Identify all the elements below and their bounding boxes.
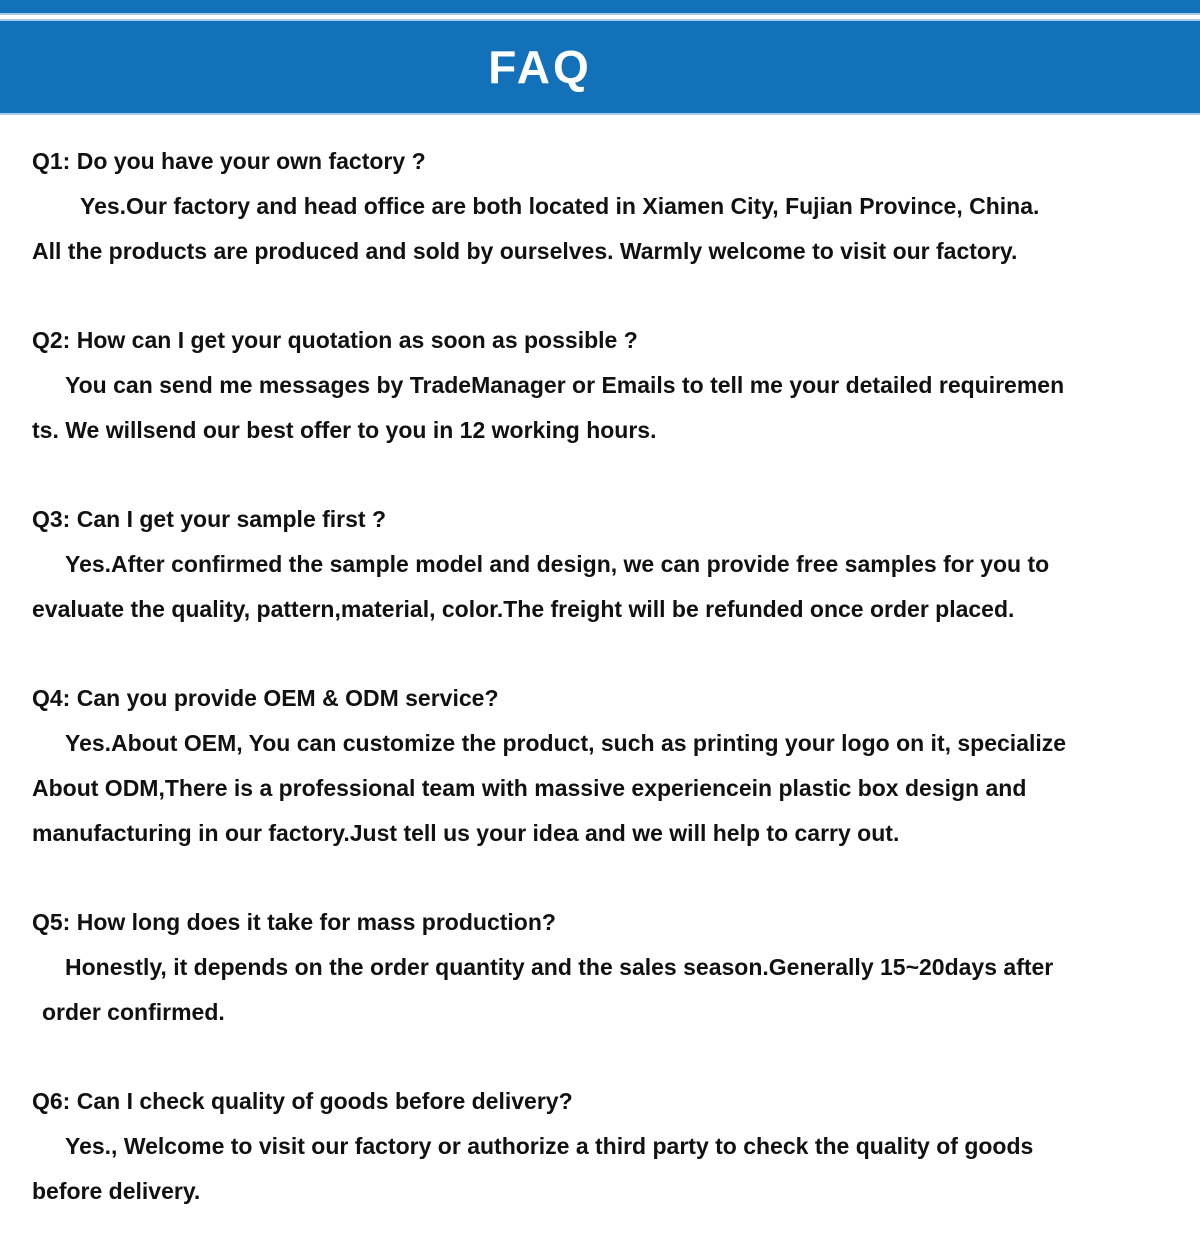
faq-item-q5 — [32, 900, 1200, 1035]
faq-item-q3 — [32, 497, 1200, 632]
faq-question: Q4: Can you provide OEM & ODM service? — [32, 685, 499, 711]
faq-item-q4 — [32, 676, 1200, 856]
faq-item-q1 — [32, 139, 1200, 274]
faq-item-q2 — [32, 318, 1200, 453]
faq-answer-line: Yes., Welcome to visit our factory or authorize a third party to check the quality of goods — [65, 1133, 1034, 1159]
faq-answer-line: Yes.After confirmed the sample model and design, we can provide free samples for you to — [65, 551, 1050, 577]
faq-content — [0, 115, 1200, 1214]
faq-answer-line: ts. We willsend our best offer to you in 12 working hours. — [32, 417, 657, 443]
faq-answer-line: before delivery. — [32, 1178, 201, 1204]
faq-banner — [0, 19, 1200, 115]
faq-answer-line: evaluate the quality, pattern,material, color.The freight will be refunded once order placed. — [32, 596, 1015, 622]
faq-question: Q5: How long does it take for mass production? — [32, 909, 556, 935]
faq-answer-line: Honestly, it depends on the order quantity and the sales season.Generally 15~20days after — [65, 954, 1054, 980]
faq-answer-line: You can send me messages by TradeManager or Emails to tell me your detailed requiremen — [65, 372, 1065, 398]
faq-banner-title: FAQ — [488, 41, 592, 93]
faq-answer-line: All the products are produced and sold by ourselves. Warmly welcome to visit our factory. — [32, 238, 1018, 264]
faq-answer-line: order confirmed. — [42, 999, 225, 1025]
faq-answer-line: Yes.About OEM, You can customize the product, such as printing your logo on it, specialize — [65, 730, 1067, 756]
faq-item-q6 — [32, 1079, 1200, 1214]
faq-question: Q3: Can I get your sample first ? — [32, 506, 387, 532]
faq-question: Q1: Do you have your own factory ? — [32, 148, 426, 174]
faq-answer-line: Yes.Our factory and head office are both located in Xiamen City, Fujian Province, China. — [80, 193, 1040, 219]
faq-answer-line: About ODM,There is a professional team with massive experiencein plastic box design and — [32, 775, 1027, 801]
top-blue-strip — [0, 0, 1200, 15]
faq-question: Q6: Can I check quality of goods before delivery? — [32, 1088, 573, 1114]
faq-question: Q2: How can I get your quotation as soon as possible ? — [32, 327, 638, 353]
faq-answer-line: manufacturing in our factory.Just tell us your idea and we will help to carry out. — [32, 820, 900, 846]
